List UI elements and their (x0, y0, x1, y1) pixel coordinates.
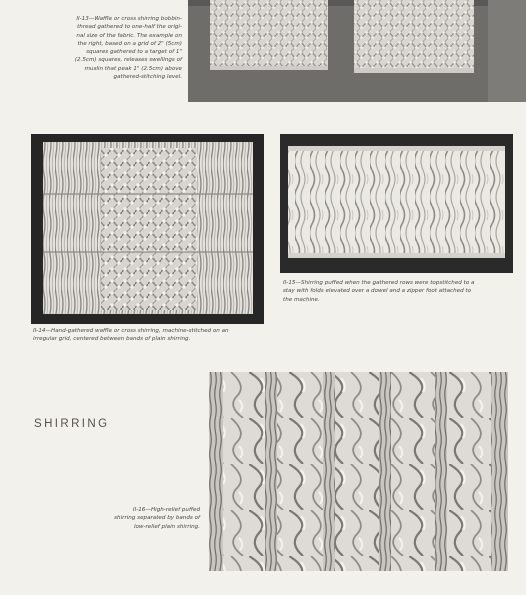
figure-13-photo (188, 0, 526, 102)
figure-15-caption: II-15—Shirring puffed when the gathered rows were topstitched to a stay with folds elevated over a dowel and a zipper foot attached to the machine. (283, 280, 475, 303)
figure-14-photo (31, 134, 264, 324)
figure-13-caption: II-13—Waffle or cross shirring bobbin- thread gathered to one-half the origi- nal size of the fabric. The example on the right, based on a grid of 2" (5cm) squares gathered to a target of 1" (2.5cm) squares, releases swellings of muslin that peak 1" (2.5cm) above gathered-stitching level. (74, 16, 182, 81)
section-heading: SHIRRING (34, 418, 110, 430)
figure-15-photo (280, 134, 513, 273)
figure-14-caption: II-14—Hand-gathered waffle or cross shirring, machine-stitched on an irregular grid, centered between bands of plain shirring. (33, 328, 229, 343)
figure-16-caption: II-16—High-relief puffed shirring separated by bands of low-relief plain shirring. (114, 507, 200, 530)
figure-16-photo (209, 372, 508, 571)
